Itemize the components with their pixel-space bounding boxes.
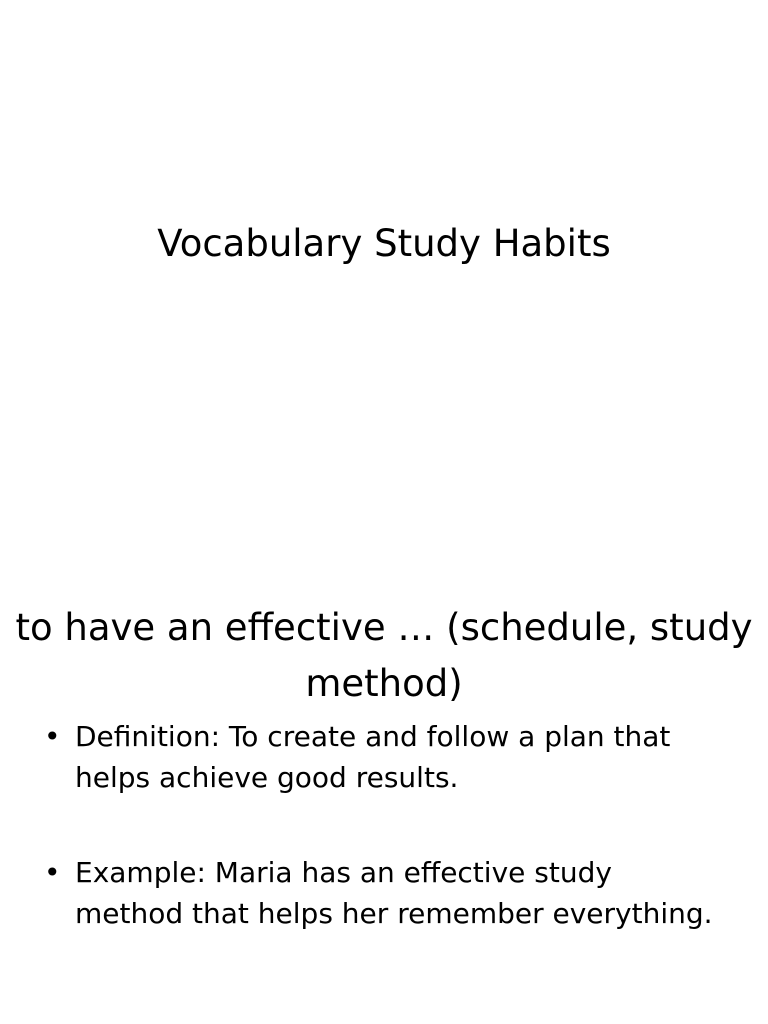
example-bullet	[0, 852, 768, 934]
term-heading: to have an effective … (schedule, study method)	[15, 606, 753, 705]
definition-text: Definition: To create and follow a plan that helps achieve good results.	[75, 720, 671, 794]
bullet-marker: •	[44, 720, 61, 753]
definition-bullet	[0, 716, 768, 798]
slide-title: Vocabulary Study Habits	[157, 222, 611, 265]
bullet-list	[0, 716, 768, 934]
bullet-marker: •	[44, 856, 61, 889]
example-text: Example: Maria has an effective study method that helps her remember everything.	[75, 856, 713, 930]
